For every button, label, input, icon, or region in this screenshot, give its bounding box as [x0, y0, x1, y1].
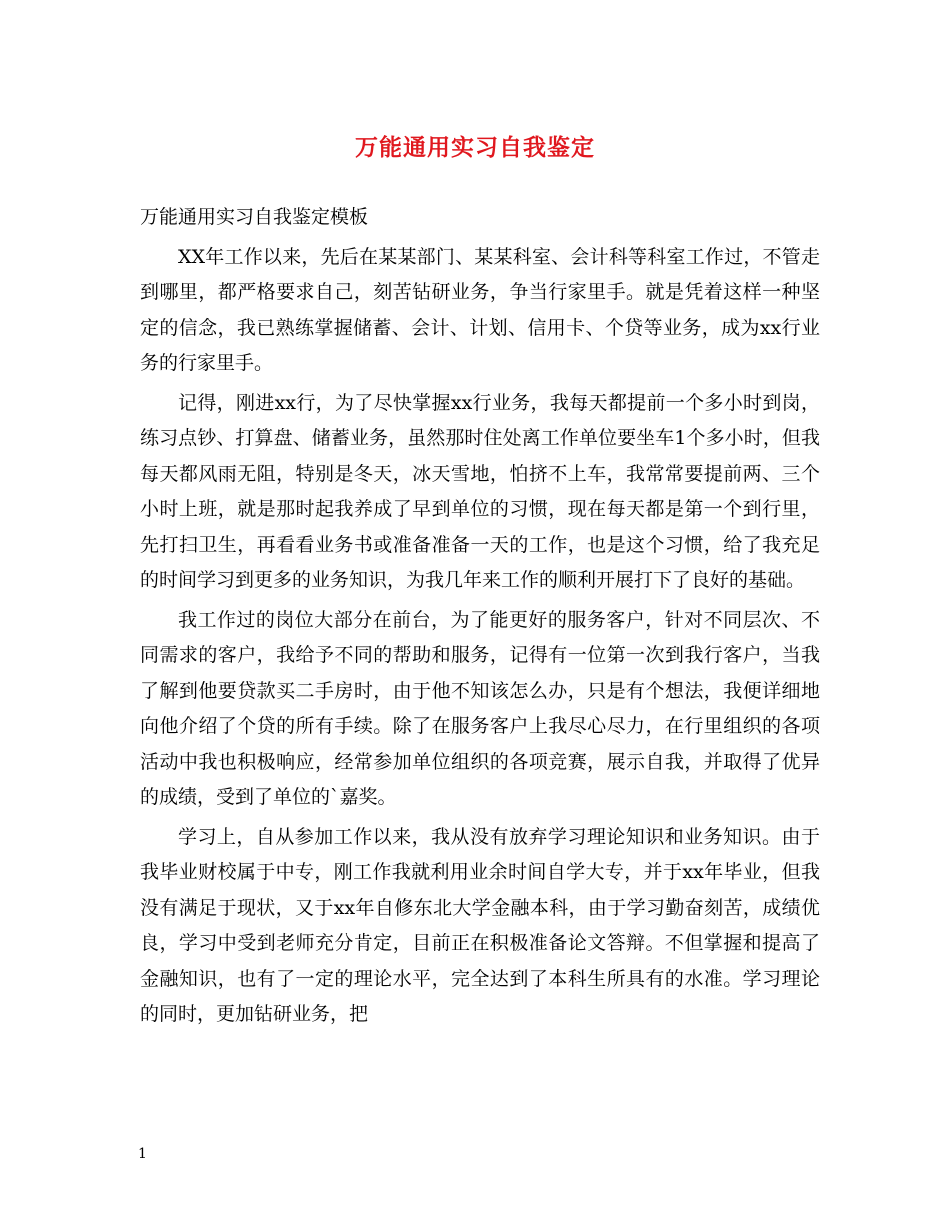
document-title: 万能通用实习自我鉴定 [355, 134, 595, 161]
paragraph-1: XX年工作以来，先后在某某部门、某某科室、会计科等科室工作过，不管走到哪里，都严格要求自己，刻苦钻研业务，争当行家里手。就是凭着这样一种坚定的信念，我已熟练掌握储蓄、会计、计划、信用卡、个贷等业务，成为xx行业务的行家里手。 [140, 245, 820, 374]
document-subtitle: 万能通用实习自我鉴定模板 [140, 206, 369, 228]
document-body [140, 200, 820, 1033]
page-number: 1 [138, 1146, 147, 1162]
paragraph-4: 学习上，自从参加工作以来，我从没有放弃学习理论知识和业务知识。由于我毕业财校属于中专，刚工作我就利用业余时间自学大专，并于xx年毕业，但我没有满足于现状，又于xx年自修东北大学金融本科，由于学习勤奋刻苦，成绩优良，学习中受到老师充分肯定，目前正在积极准备论文答辩。不但掌握和提高了金融知识，也有了一定的理论水平，完全达到了本科生所具有的水准。学习理论的同时，更加钻研业务，把 [140, 825, 820, 1025]
paragraph-2: 记得，刚进xx行，为了尽快掌握xx行业务，我每天都提前一个多小时到岗，练习点钞、打算盘、储蓄业务，虽然那时住处离工作单位要坐车1个多小时，但我每天都风雨无阻，特别是冬天，冰天雪地，怕挤不上车，我常常要提前两、三个小时上班，就是那时起我养成了早到单位的习惯，现在每天都是第一个到行里，先打扫卫生，再看看业务书或准备准备一天的工作，也是这个习惯，给了我充足的时间学习到更多的业务知识，为我几年来工作的顺利开展打下了良好的基础。 [140, 391, 820, 591]
paragraph-3: 我工作过的岗位大部分在前台，为了能更好的服务客户，针对不同层次、不同需求的客户，我给予不同的帮助和服务，记得有一位第一次到我行客户，当我了解到他要贷款买二手房时，由于他不知该怎么办，只是有个想法，我便详细地向他介绍了个贷的所有手续。除了在服务客户上我尽心尽力，在行里组织的各项活动中我也积极响应，经常参加单位组织的各项竞赛，展示自我，并取得了优异的成绩，受到了单位的`嘉奖。 [140, 608, 820, 808]
